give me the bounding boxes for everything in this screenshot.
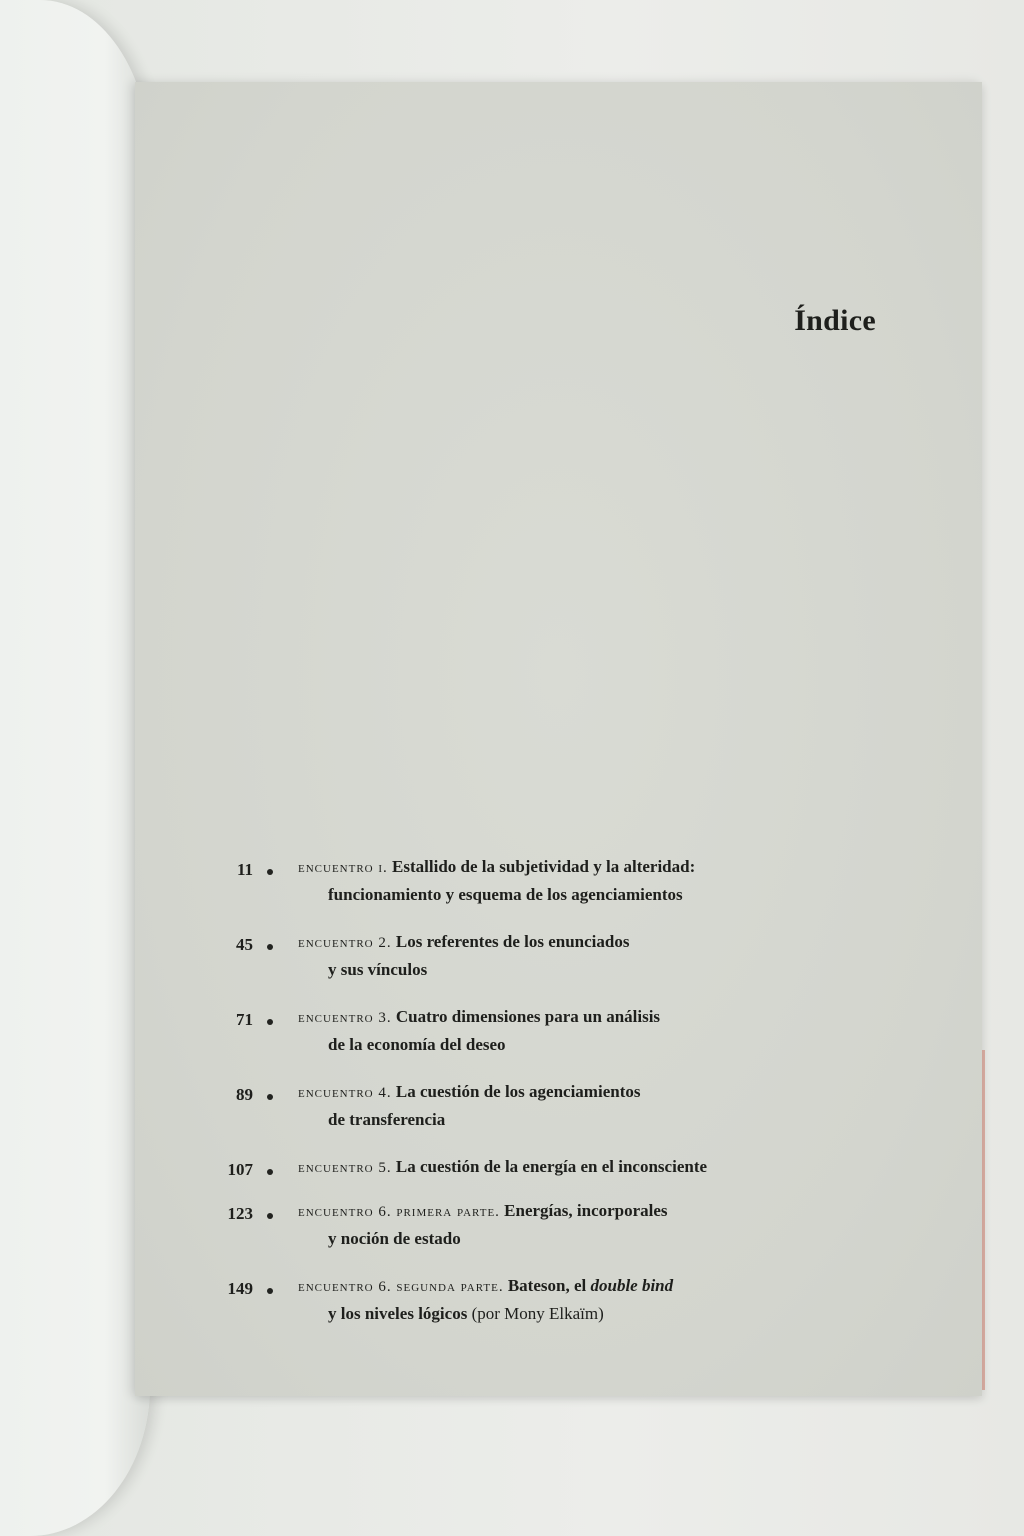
page-number: 71 — [236, 1010, 253, 1029]
entry-first-line — [298, 1007, 660, 1027]
entry-title: La cuestión de la energía en el inconsciente — [395, 1157, 708, 1176]
entry-first-line — [298, 1276, 673, 1296]
bleed-heading — [215, 682, 935, 711]
entry-second-line: funcionamiento y esquema de los agenciamientos — [328, 885, 683, 904]
page-number: 89 — [236, 1085, 253, 1104]
bullet-icon — [267, 944, 273, 950]
page-number: 11 — [236, 860, 253, 879]
entry-title: Energías, incorporales — [504, 1201, 668, 1220]
entry-second-line: de la economía del deseo — [328, 1035, 506, 1054]
toc-entry-7[interactable] — [135, 1276, 982, 1351]
entry-second-line: y noción de estado — [328, 1229, 461, 1248]
chapter-label: encuentro 6. primera parte. — [298, 1204, 500, 1220]
entry-first-line — [298, 1082, 640, 1102]
bullet-icon — [267, 1213, 273, 1219]
chapter-label: encuentro 3. — [298, 1010, 392, 1026]
index-page — [135, 82, 982, 1396]
entry-first-line — [298, 857, 695, 877]
entry-second-line-title: y los niveles lógicos — [328, 1304, 468, 1323]
chapter-label: encuentro 5. — [298, 1160, 392, 1176]
entry-title: Estallido de la subjetividad y la alteridad: — [392, 857, 696, 876]
bleed-line — [215, 717, 935, 746]
bleed-through-text — [215, 682, 935, 775]
entry-title: Bateson, el — [507, 1276, 587, 1295]
chapter-label: encuentro 4. — [298, 1085, 392, 1101]
bullet-icon — [267, 1169, 273, 1175]
toc-entry-4[interactable] — [135, 1082, 982, 1157]
toc-entry-2[interactable] — [135, 932, 982, 1007]
page-number: 107 — [227, 1160, 253, 1179]
toc-entry-3[interactable] — [135, 1007, 982, 1082]
entry-title-italic: double bind — [590, 1276, 674, 1295]
entry-second-line — [328, 1304, 604, 1324]
entry-second-line: y sus vínculos — [328, 960, 428, 979]
bleed-line — [215, 746, 935, 775]
toc-entry-6[interactable] — [135, 1201, 982, 1276]
entry-first-line — [298, 1201, 668, 1221]
entry-second-line: de transferencia — [328, 1110, 446, 1129]
author-note: (por Mony Elkaïm) — [471, 1304, 604, 1323]
left-facing-page — [0, 0, 150, 1536]
entry-title: Cuatro dimensiones para un análisis — [395, 1007, 661, 1026]
page-number: 149 — [227, 1279, 253, 1298]
entry-first-line — [298, 1157, 707, 1177]
page-number: 45 — [236, 935, 253, 954]
chapter-label: encuentro 6. segunda parte. — [298, 1279, 504, 1295]
chapter-label: encuentro i. — [298, 860, 388, 876]
bullet-icon — [267, 869, 273, 875]
toc-entry-5[interactable] — [135, 1157, 982, 1201]
chapter-label: encuentro 2. — [298, 935, 392, 951]
page-number: 123 — [227, 1204, 253, 1223]
page-edge-tint — [982, 1050, 985, 1390]
entry-title: La cuestión de los agenciamientos — [395, 1082, 641, 1101]
entry-first-line — [298, 932, 629, 952]
bullet-icon — [267, 1288, 273, 1294]
table-of-contents — [135, 857, 982, 1351]
entry-title: Los referentes de los enunciados — [395, 932, 630, 951]
bullet-icon — [267, 1019, 273, 1025]
toc-entry-1[interactable] — [135, 857, 982, 932]
page-title: Índice — [794, 304, 876, 337]
bullet-icon — [267, 1094, 273, 1100]
